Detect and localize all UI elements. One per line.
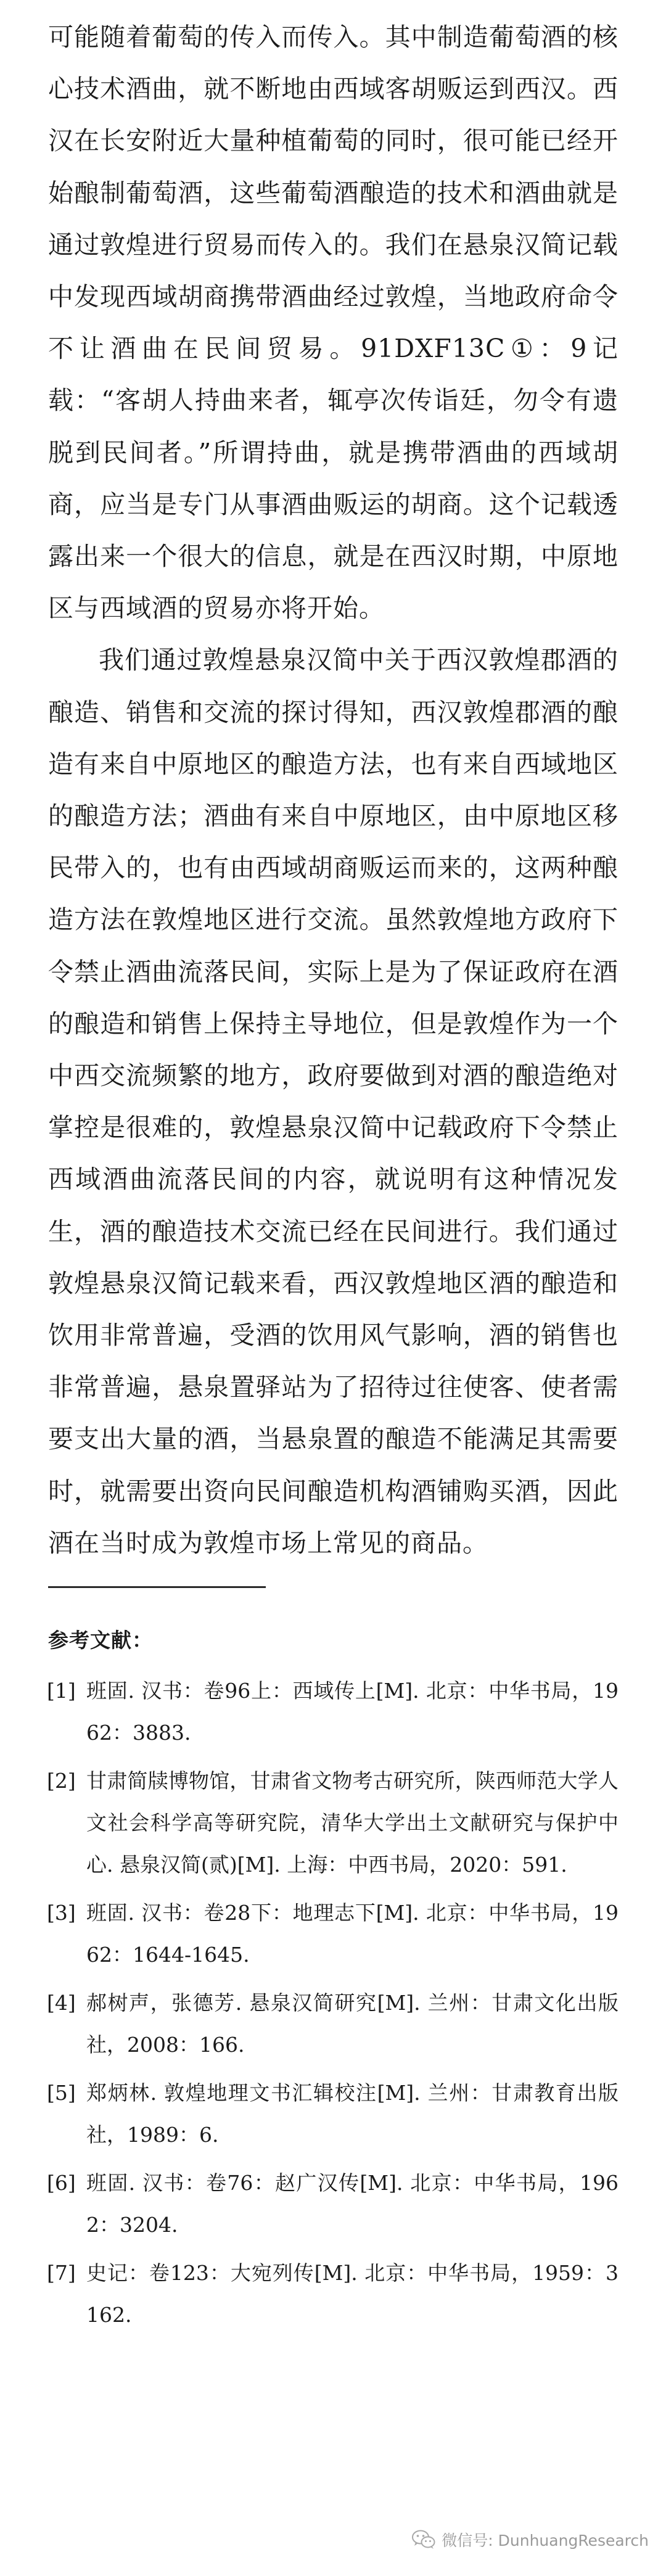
watermark-text: 微信号: DunhuangResearch bbox=[442, 2532, 649, 2549]
references-heading: 参考文献： bbox=[48, 1628, 153, 1652]
reference-number: [5] bbox=[47, 2081, 76, 2105]
reference-number: [6] bbox=[47, 2171, 76, 2195]
reference-text: 班固. 汉书：卷96上：西域传上[M]. 北京：中华书局，1962：3883. bbox=[86, 1679, 619, 1745]
wechat-icon bbox=[412, 2530, 435, 2549]
reference-number: [1] bbox=[47, 1679, 76, 1703]
reference-text: 郝树声，张德芳. 悬泉汉简研究[M]. 兰州：甘肃文化出版社，2008：166. bbox=[86, 1991, 619, 2057]
reference-item-6 bbox=[48, 2162, 619, 2246]
reference-text: 郑炳林. 敦煌地理文书汇辑校注[M]. 兰州：甘肃教育出版社，1989：6. bbox=[86, 2081, 619, 2147]
article-body bbox=[48, 11, 619, 1569]
paragraph-1: 可能随着葡萄的传入而传入。其中制造葡萄酒的核心技术酒曲，就不断地由西域客胡贩运到西汉。西汉在长安附近大量种植葡萄的同时，很可能已经开始酿制葡萄酒，这些葡萄酒酿造的技术和酒曲就是通过敦煌进行贸易而传入的。我们在悬泉汉简记载中发现西域胡商携带酒曲经过敦煌，当地政府命令不让酒曲在民间贸易。91DXF13C①：9记载：“客胡人持曲来者，辄亭次传诣廷，勿令有遗脱到民间者。”所谓持曲，就是携带酒曲的西域胡商，应当是专门从事酒曲贩运的胡商。这个记载透露出来一个很大的信息，就是在西汉时期，中原地区与西域酒的贸易亦将开始。 bbox=[48, 22, 619, 623]
reference-item-3 bbox=[48, 1892, 619, 1976]
paragraph-2: 我们通过敦煌悬泉汉简中关于西汉敦煌郡酒的酿造、销售和交流的探讨得知，西汉敦煌郡酒的酿造有来自中原地区的酿造方法，也有来自西域地区的酿造方法；酒曲有来自中原地区，由中原地区移民带入的，也有由西域胡商贩运而来的，这两种酿造方法在敦煌地区进行交流。虽然敦煌地方政府下令禁止酒曲流落民间，实际上是为了保证政府在酒的酿造和销售上保持主导地位，但是敦煌作为一个中西交流频繁的地方，政府要做到对酒的酿造绝对掌控是很难的，敦煌悬泉汉简中记载政府下令禁止西域酒曲流落民间的内容，就说明有这种情况发生，酒的酿造技术交流已经在民间进行。我们通过敦煌悬泉汉简记载来看，西汉敦煌地区酒的酿造和饮用非常普遍，受酒的饮用风气影响，酒的销售也非常普遍，悬泉置驿站为了招待过往使客、使者需要支出大量的酒，当悬泉置的酿造不能满足其需要时，就需要出资向民间酿造机构酒铺购买酒，因此酒在当时成为敦煌市场上常见的商品。 bbox=[48, 645, 619, 1558]
reference-number: [2] bbox=[47, 1769, 76, 1793]
reference-number: [4] bbox=[47, 1991, 76, 2015]
reference-text: 史记：卷123：大宛列传[M]. 北京：中华书局，1959：3162. bbox=[86, 2261, 619, 2327]
reference-item-2 bbox=[48, 1760, 619, 1886]
reference-item-4 bbox=[48, 1982, 619, 2066]
reference-text: 班固. 汉书：卷76：赵广汉传[M]. 北京：中华书局，1962：3204. bbox=[86, 2171, 619, 2237]
references-section bbox=[48, 1623, 619, 2342]
footnote-divider bbox=[48, 1586, 266, 1588]
reference-text: 甘肃简牍博物馆，甘肃省文物考古研究所，陕西师范大学人文社会科学高等研究院，清华大学出土文献研究与保护中心. 悬泉汉简(贰)[M]. 上海：中西书局，2020：591. bbox=[86, 1769, 619, 1877]
reference-number: [7] bbox=[47, 2261, 76, 2285]
wechat-watermark bbox=[412, 2526, 649, 2553]
reference-item-5 bbox=[48, 2072, 619, 2156]
reference-item-7 bbox=[48, 2252, 619, 2336]
reference-number: [3] bbox=[47, 1901, 76, 1925]
reference-text: 班固. 汉书：卷28下：地理志下[M]. 北京：中华书局，1962：1644-1645. bbox=[86, 1901, 619, 1967]
reference-item-1 bbox=[48, 1670, 619, 1754]
